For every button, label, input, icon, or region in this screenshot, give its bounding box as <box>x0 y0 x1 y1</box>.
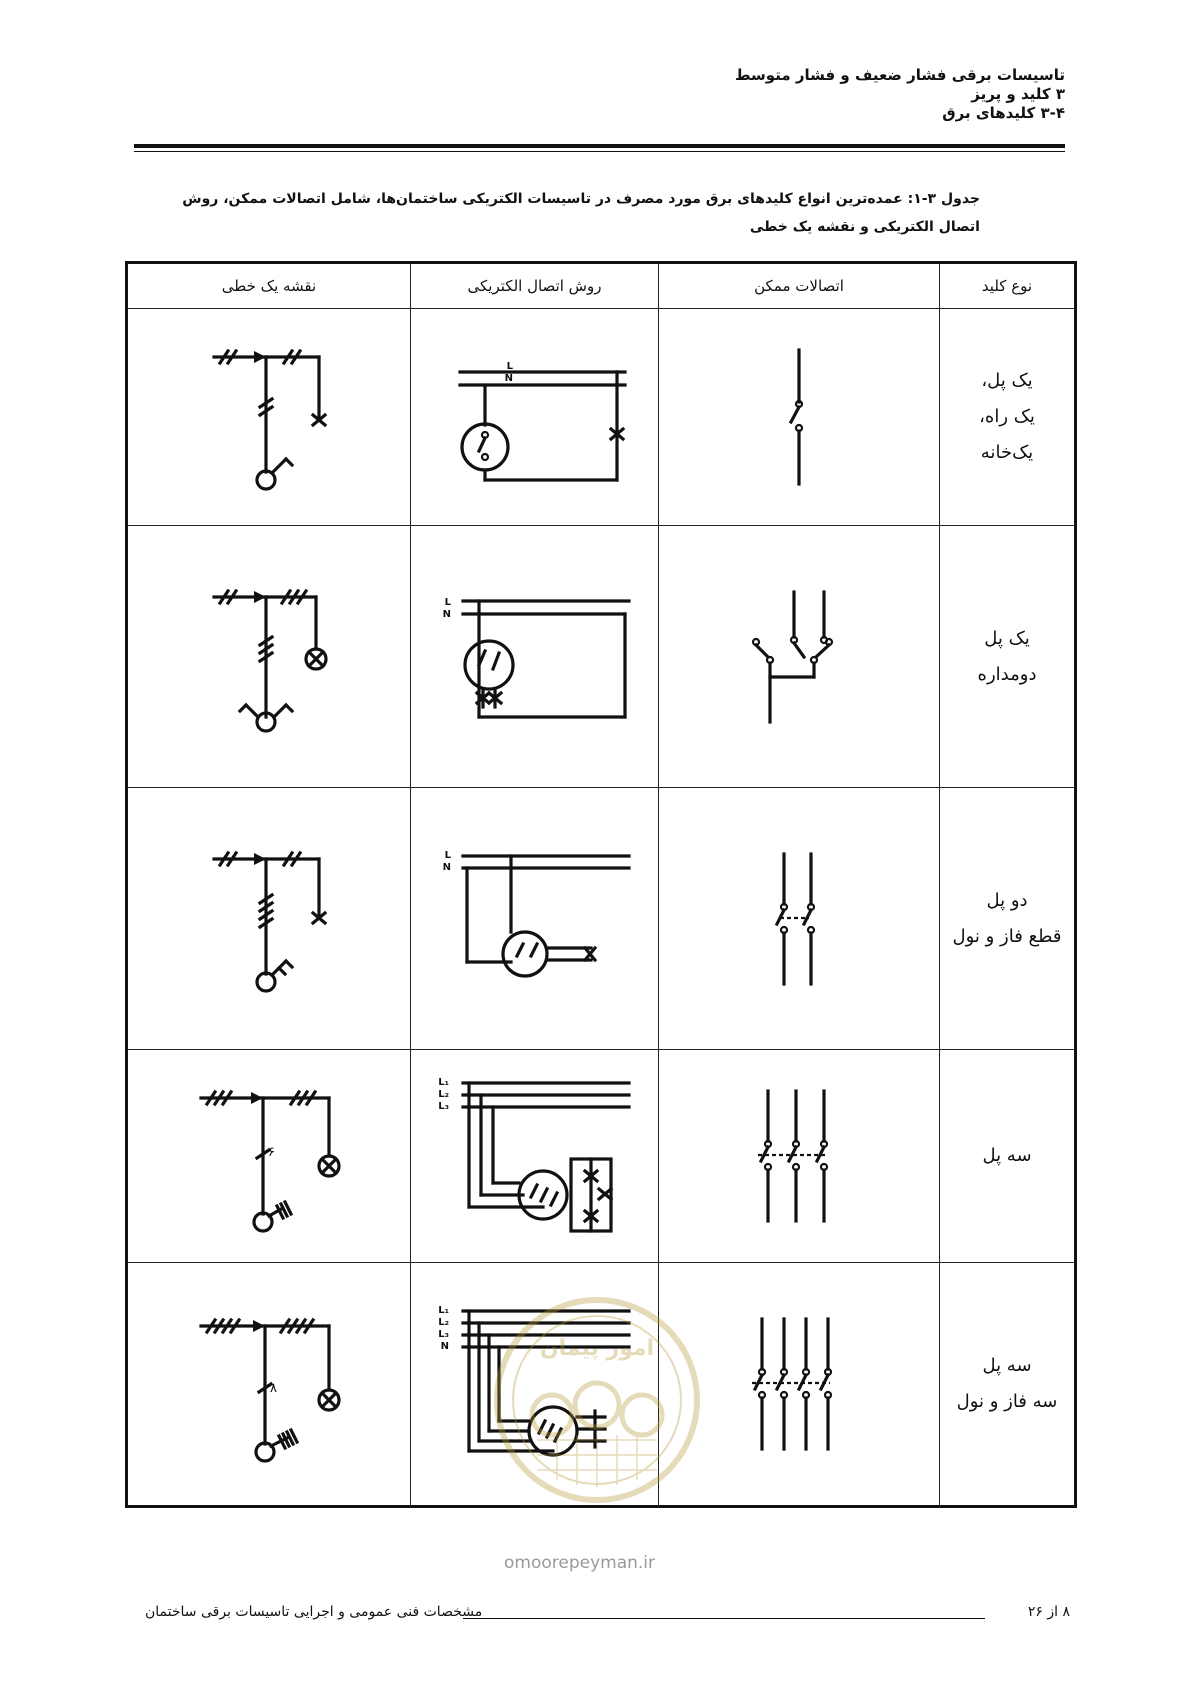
connection-symbol-cell <box>659 1050 940 1263</box>
label-L3: L₃ <box>437 1329 449 1340</box>
switch-type-label: سه پل <box>982 1145 1032 1166</box>
header-possible-connections: اتصالات ممکن <box>659 263 940 309</box>
document-title: مشخصات فنی عمومی و اجرایی تاسیسات برقی ساختمان <box>145 1604 483 1620</box>
triple-pole-contact-symbol <box>744 1081 854 1231</box>
switch-type-label: یک پل، یک راه، یک‌خانه <box>979 370 1035 463</box>
switch-type-label: سه پل سه فاز و نول <box>956 1355 1058 1412</box>
wiring-diagram-cell <box>411 1050 659 1263</box>
four-pole-contact-symbol <box>744 1309 854 1459</box>
table-header-row <box>127 263 1076 309</box>
label-L: L <box>444 596 451 608</box>
label-L2: L₂ <box>437 1317 449 1328</box>
switch-type-cell <box>940 309 1076 526</box>
wiring-triple-pole-switch <box>435 1071 635 1241</box>
label-L: L <box>506 361 513 372</box>
single-line-three-phase-neutral <box>189 1304 349 1464</box>
wiring-double-pole-switch <box>435 844 635 994</box>
page-number: ۸ از ۲۶ <box>1027 1604 1070 1620</box>
switch-types-table <box>125 261 1077 1508</box>
wire-count-label: ۸ <box>270 1381 277 1396</box>
website-watermark: omoorepeyman.ir <box>504 1553 656 1573</box>
header-switch-type: نوع کلید <box>940 263 1076 309</box>
single-line-diagram-cell <box>127 788 411 1050</box>
wiring-three-phase-neutral-switch <box>435 1299 635 1469</box>
label-L3: L₃ <box>437 1101 449 1112</box>
table-row <box>127 1263 1076 1507</box>
wiring-diagram-cell <box>411 1263 659 1507</box>
single-line-diagram-cell <box>127 526 411 788</box>
header-rule-thin <box>134 151 1065 152</box>
switch-type-cell <box>940 1050 1076 1263</box>
switch-type-label: یک پل دومداره <box>977 627 1037 685</box>
single-line-one-way <box>194 337 344 497</box>
wiring-diagram-cell <box>411 526 659 788</box>
label-L: L <box>444 849 451 861</box>
wiring-one-way-switch <box>435 347 635 487</box>
connection-symbol-cell <box>659 309 940 526</box>
single-line-two-circuit <box>194 577 344 737</box>
table-row <box>127 526 1076 788</box>
header-connection-method: روش اتصال الکتریکی <box>411 263 659 309</box>
single-line-diagram-cell <box>127 1263 411 1507</box>
switch-type-cell <box>940 788 1076 1050</box>
wire-count-label: ۶ <box>268 1145 275 1160</box>
table-row <box>127 1050 1076 1263</box>
header-single-line-diagram: نقشه یک خطی <box>127 263 411 309</box>
footer-rule <box>463 1618 985 1619</box>
label-N: N <box>440 1341 449 1352</box>
wiring-diagram-cell <box>411 309 659 526</box>
connection-symbol-cell <box>659 526 940 788</box>
label-N: N <box>504 373 513 384</box>
label-L1: L₁ <box>437 1305 449 1316</box>
label-N: N <box>442 608 451 620</box>
page-header <box>365 66 1065 123</box>
single-line-double-pole <box>194 839 344 999</box>
header-line-3: ۳-۴ کلیدهای برق <box>942 104 1065 122</box>
wiring-two-circuit-switch <box>435 587 635 727</box>
label-L2: L₂ <box>437 1089 449 1100</box>
page-footer <box>145 1604 1070 1626</box>
single-line-triple-pole <box>189 1076 349 1236</box>
header-line-2: ۳ کلید و پریز <box>971 85 1065 103</box>
single-line-diagram-cell <box>127 309 411 526</box>
table-row <box>127 309 1076 526</box>
double-pole-contact-symbol <box>759 844 839 994</box>
watermark-text: امور پیمان <box>539 1336 655 1361</box>
header-line-1: تاسیسات برقی فشار ضعیف و فشار متوسط <box>734 66 1065 84</box>
single-line-diagram-cell <box>127 1050 411 1263</box>
connection-symbol-cell <box>659 788 940 1050</box>
connection-symbol-cell <box>659 1263 940 1507</box>
table-caption: جدول ۳-۱: عمده‌ترین انواع کلیدهای برق مورد مصرف در تاسیسات الکتریکی ساختمان‌ها، شامل اتصالات ممکن، روش اتصال الکتریکی و نقشه یک خطی <box>182 191 980 235</box>
two-circuit-contact-symbol <box>744 582 854 732</box>
header-rule-thick <box>134 144 1065 148</box>
switch-type-cell <box>940 526 1076 788</box>
single-pole-contact-symbol <box>769 342 829 492</box>
wiring-diagram-cell <box>411 788 659 1050</box>
table-row <box>127 788 1076 1050</box>
switch-type-cell <box>940 1263 1076 1507</box>
label-N: N <box>442 861 451 873</box>
label-L1: L₁ <box>437 1077 449 1088</box>
switch-type-label: دو پل قطع فاز و نول <box>952 889 1062 947</box>
